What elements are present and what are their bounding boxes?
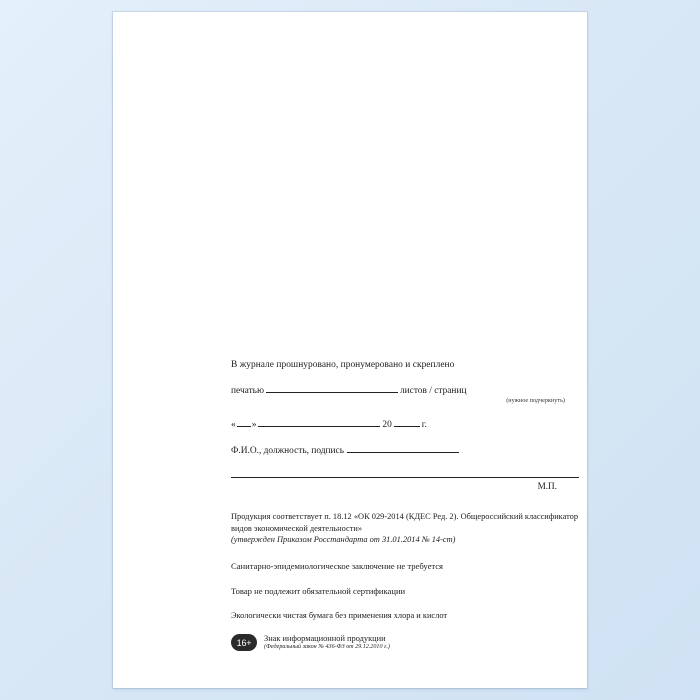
seal-label: печатью [231,386,264,396]
sheets-label: листов / страниц [399,386,467,396]
age-badge-icon: 16+ [231,634,257,651]
age-law: (Федеральный закон № 436-ФЗ от 29.12.2010 г.) [264,643,390,650]
fio-label: Ф.И.О., должность, подпись [231,446,344,456]
date-year-prefix: 20 [382,420,392,430]
date-quote-close: » [251,420,257,430]
date-day-line[interactable] [237,418,251,427]
paper-text: Экологически чистая бумага без применения хлора и кислот [231,610,448,620]
date-year-line[interactable] [394,418,420,427]
sanitary-text: Санитарно-эпидемиологическое заключение не требуется [231,560,444,571]
date-row [231,418,579,430]
journal-note-text: В журнале прошнуровано, пронумеровано и скреплено [231,360,455,370]
date-quote-open: « [231,420,236,430]
seal-row [231,384,579,396]
seal-fill-line[interactable] [266,384,398,393]
fio-row [231,444,579,456]
age-title: Знак информационной продукции [264,633,386,643]
compliance-italic-text: (утвержден Приказом Росстандарта от 31.01.2014 № 14-ст) [231,535,456,545]
compliance-text: Продукция соответствует п. 18.12 «ОК 029-2014 (КДЕС Ред. 2). Общероссийский классификатор видов экономической деятельности» [231,512,579,533]
age-rating-block [231,634,579,652]
mp-label: М.П. [537,481,557,491]
fio-fill-line[interactable] [347,444,459,453]
sheets-hint: (нужное подчеркнуть) [506,397,565,404]
certification-text: Товар не подлежит обязательной сертификации [231,585,406,596]
date-year-suffix: г. [421,420,427,430]
signature-long-line[interactable] [231,467,579,478]
document-page [113,12,587,688]
age-text-block [264,634,390,652]
date-month-line[interactable] [258,418,380,427]
document-content [231,360,579,652]
